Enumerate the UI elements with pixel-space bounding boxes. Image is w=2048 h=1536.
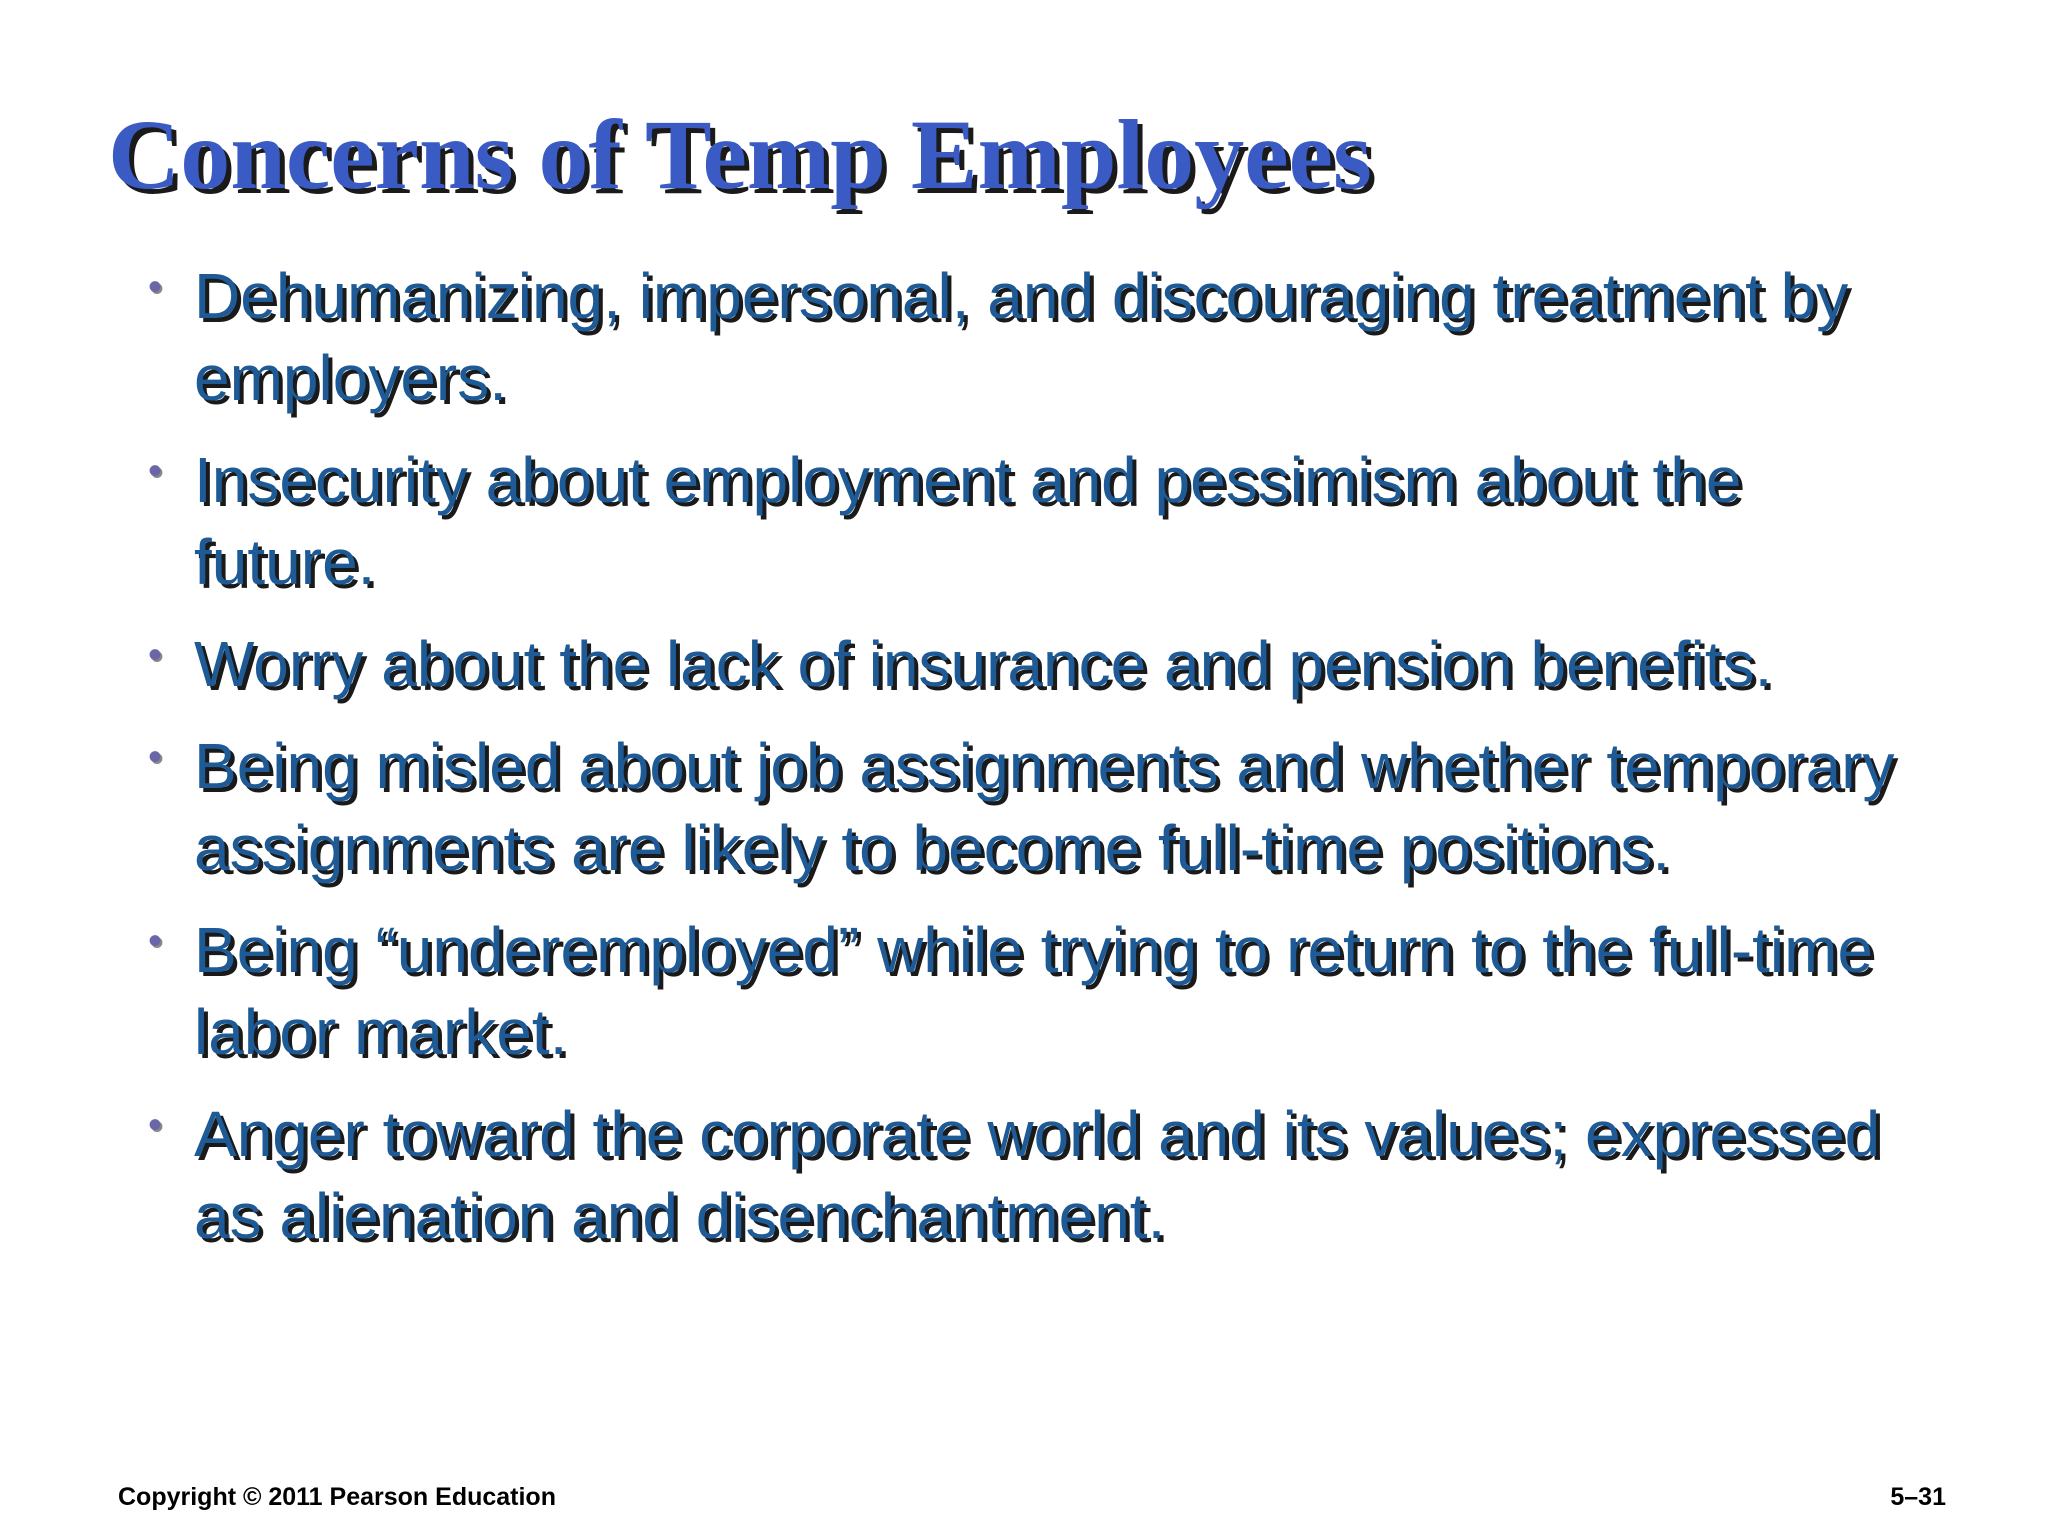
page-number: 5–31: [1890, 1483, 1946, 1511]
bullet-item: [148, 255, 1928, 419]
bullet-list: [148, 255, 1928, 1277]
bullet-dot-icon: •: [148, 449, 163, 493]
bullet-item: [148, 1093, 1928, 1257]
bullet-dot-icon: •: [148, 735, 163, 779]
bullet-dot-icon: •: [148, 265, 163, 309]
bullet-text: Dehumanizing, impersonal, and discouraging treatment by employers.: [194, 260, 1849, 414]
bullet-dot-icon: •: [148, 919, 163, 963]
bullet-text: Anger toward the corporate world and its values; expressed as alienation and disenchantment.: [194, 1098, 1881, 1252]
bullet-item: [148, 909, 1928, 1073]
bullet-dot-icon: •: [148, 1103, 163, 1147]
bullet-text: Insecurity about employment and pessimism about the future.: [194, 444, 1742, 598]
bullet-text: Being “underemployed” while trying to return to the full-time labor market.: [194, 914, 1874, 1068]
bullet-text: Being misled about job assignments and whether temporary assignments are likely to become full-time positions.: [194, 730, 1895, 884]
slide-title: Concerns of Temp Employees: [108, 99, 1372, 210]
footer-copyright: Copyright © 2011 Pearson Education: [118, 1483, 556, 1511]
bullet-item: [148, 623, 1928, 705]
bullet-text: Worry about the lack of insurance and pension benefits.: [194, 628, 1773, 700]
bullet-item: [148, 725, 1928, 889]
bullet-item: [148, 439, 1928, 603]
bullet-dot-icon: •: [148, 633, 163, 677]
